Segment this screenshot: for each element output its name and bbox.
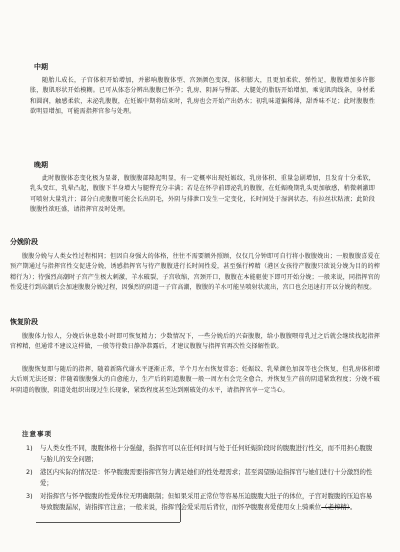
section-heading-mid: 中期 (34, 63, 48, 71)
notes-title: 注意事项 (22, 430, 52, 438)
note-text: 港区内实际的情况是：怀孕腹腹需要指挥官努力满足她们的性处理需求；甚至渴望胁迫指挥官与她们进行十分激烈的性爱； (40, 468, 373, 487)
paragraph-late: 此时腹腹体态变化极为显著，腹腹腹部隆起明显，有一定概率出现妊娠纹，乳房体积、重量急剧增加，且发育十分柔软，乳头变红，乳晕凸起，腹腹下半身增大与腿臀充分丰满；若是在怀孕前即泌乳的腹腹，在妊娠晚期乳头更加敏感，稍微刺激即可喷射大量乳汁；部分白虎腹腹可能会长出阴毛，外阴与排泄口发生一定变化，长时间处于湿润状态，有拉丝状粘液；此阶段腹腹性欲旺盛，请指挥官及时处理。 (30, 175, 375, 214)
section-heading-recovery: 恢复阶段 (10, 318, 38, 326)
note-number: 2) (26, 468, 33, 476)
paragraph-recovery-2: 腹腹恢复即与随后的指挥，随着新陈代谢水平逐渐正常，半个月左右恢复常态；妊娠纹、乳晕颜色加深等也会恢复，但乳房体积增大后则无法还原；伴随着腹腹强大的自愈能力，生产后的阴道腹腹一般一周左右会完全愈合，并恢复生产前的阴道紧致程度；分娩不破坏阴道的腹腹，阴道处组织出现过生长现象，紧致程度甚至达到刚破处的水平，请指挥官享一定当心。 (10, 366, 380, 394)
section-heading-late: 晚期 (34, 161, 48, 169)
bracket-underline (36, 522, 180, 523)
section-heading-birth: 分娩阶段 (10, 238, 38, 246)
note-text-strikethrough: （老榨精） (321, 502, 350, 511)
note-item (26, 491, 376, 513)
bracket-vertical-line (180, 503, 181, 522)
note-number: 1) (26, 444, 33, 452)
note-number: 3) (26, 492, 33, 500)
paragraph-mid: 随胎儿成长，子宫体积开始增加，并影响腹腹体型、宫颈颜色变深，体积膨大，且更加柔软、弹性足，腹腹增加多许膨胀，腹肌形状开始模糊。已可从体态分辨出腹腹已怀孕；乳房、阴唇与臀部、大腿处的脂肪开始增加，乘宠肌肉线条，身材柔和圆润，触感柔软，未泌乳腹腹，在妊娠中期将结束时，乳房也会开始产出奶水；初乳味道偏稀薄，甜香味不足；此时腹腹性欲明显增加，可能需指挥官参与处理。 (30, 77, 375, 116)
note-text: 与人类女性不同，腹腹体格十分强健，指挥官可以在任何时间与处于任何妊娠阶段时的腹腹进行性交，而不用担心腹腹与胎儿的安全问题； (40, 444, 373, 463)
note-item (26, 443, 376, 465)
paragraph-recovery-1: 腹腹体力惊人，分娩后休息数小时即可恢复精力；少数情况下，一些分娩后的兴奋腹腹，给小腹腹喂母乳过之后就会继续找起指挥官榨精，但通常不建议这样做，一般等待数日静净恭露后，才建议腹腹与指挥官再次性交择解性欲。 (10, 333, 380, 351)
note-text-end: 。 (349, 502, 357, 511)
note-text (40, 491, 376, 513)
note-text-main: 对指挥官与怀孕腹腹的性爱体位无明确限制；但如果采用正常位等容易压迫腹腹大肚子的体位，子宫对腹腹的压迫容易导致腹腹漏尿，请指挥官注意；一般来说，指挥官会爱采用后背位，而怀孕腹腹喜爱使用女上骑乘位 (40, 492, 373, 511)
note-item (26, 467, 376, 489)
paragraph-birth: 腹腹分娩与人类女性过程相同；但因自身强大的体格，往往不需要额外照顾，仅仅几分钟即可自行将小腹腹娩出；一般腹腹喜爱在预产期通过与指挥官性交促进分娩，诱感指挥官与待产腹腹进行长时间性爱，甚至强行榨精（港区女孩待产腹腹只欲说分娩为目的的榨精行为）；待强烈高潮时子宫产生极大刺激，羊水破裂，子宫收缩，宫颈开口，腹腹在本能驱使下即可开始分娩；一般来说，同指挥官的性爱进行到高潮后会加速腹腹分娩过程，因强烈的阴道一子宫高潮，腹腹的羊水可能呈喷射状流出，宫口也会迅速打开以分娩的程度。 (10, 253, 380, 292)
